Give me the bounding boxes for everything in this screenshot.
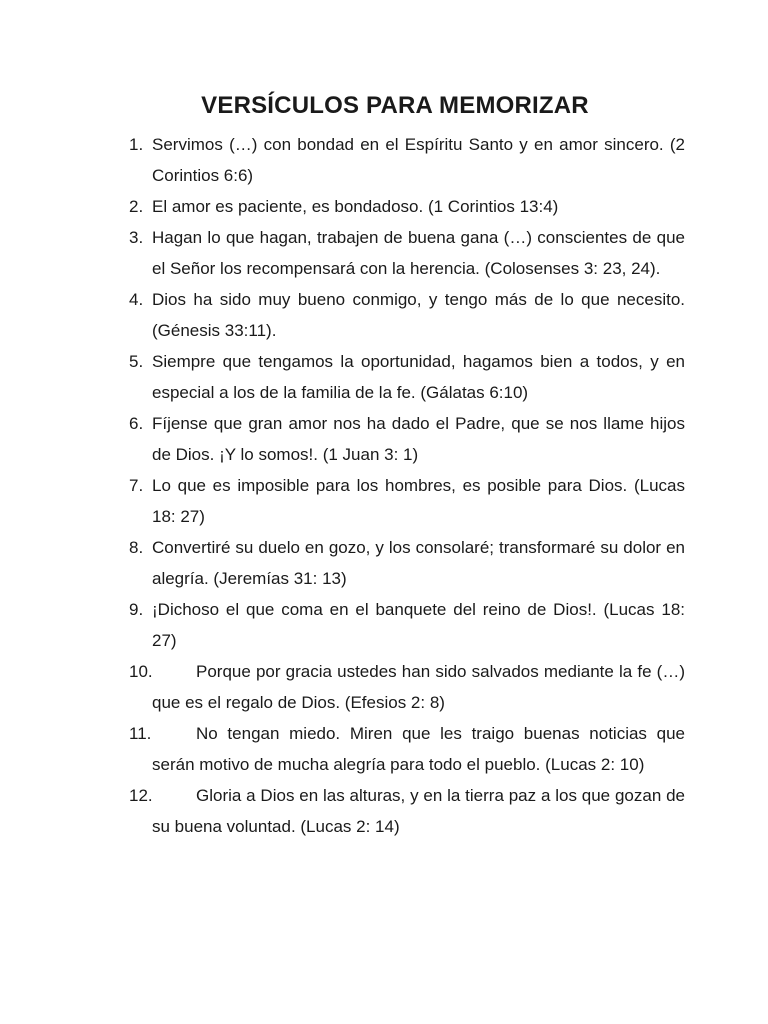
list-item-text: Hagan lo que hagan, trabajen de buena gana (…) conscientes de que el Señor los recompensará con la herencia. (Colosenses 3: 23, 24). [152,228,685,278]
list-item-number: 6. [129,414,144,433]
list-item [0,594,768,656]
list-item-number: 9. [129,600,144,619]
list-item [0,129,768,191]
list-item [0,532,768,594]
list-item-number: 5. [129,352,144,371]
list-item [0,780,768,842]
list-item [0,408,768,470]
list-item-text: El amor es paciente, es bondadoso. (1 Corintios 13:4) [152,197,559,216]
list-item [0,191,768,222]
verse-list [0,129,768,842]
list-item-text: Lo que es imposible para los hombres, es posible para Dios. (Lucas 18: 27) [152,476,685,526]
list-item-number: 7. [129,476,144,495]
page-title: VERSÍCULOS PARA MEMORIZAR [201,92,589,119]
list-item [0,718,768,780]
list-item-text: ¡Dichoso el que coma en el banquete del reino de Dios!. (Lucas 18: 27) [152,600,685,650]
list-item-number: 4. [129,290,144,309]
list-item-text: Porque por gracia ustedes han sido salvados mediante la fe (…) que es el regalo de Dios. (Efesios 2: 8) [152,662,685,712]
list-item-text: Siempre que tengamos la oportunidad, hagamos bien a todos, y en especial a los de la familia de la fe. (Gálatas 6:10) [152,352,685,402]
list-item-number: 10. [129,662,153,681]
list-item [0,346,768,408]
list-item [0,284,768,346]
list-item-text: No tengan miedo. Miren que les traigo buenas noticias que serán motivo de mucha alegría para todo el pueblo. (Lucas 2: 10) [152,724,685,774]
list-item [0,222,768,284]
list-item-text: Gloria a Dios en las alturas, y en la tierra paz a los que gozan de su buena voluntad. (Lucas 2: 14) [152,786,685,836]
list-item-text: Servimos (…) con bondad en el Espíritu Santo y en amor sincero. (2 Corintios 6:6) [152,135,685,185]
list-item-number: 11. [129,724,152,743]
list-item-text: Convertiré su duelo en gozo, y los consolaré; transformaré su dolor en alegría. (Jeremías 31: 13) [152,538,685,588]
list-item-number: 2. [129,197,144,216]
list-item [0,656,768,718]
list-item [0,470,768,532]
list-item-text: Fíjense que gran amor nos ha dado el Padre, que se nos llame hijos de Dios. ¡Y lo somos!. (1 Juan 3: 1) [152,414,685,464]
list-item-number: 3. [129,228,144,247]
list-item-number: 1. [129,135,144,154]
list-item-text: Dios ha sido muy bueno conmigo, y tengo más de lo que necesito. (Génesis 33:11). [152,290,685,340]
list-item-number: 12. [129,786,153,805]
list-item-number: 8. [129,538,144,557]
